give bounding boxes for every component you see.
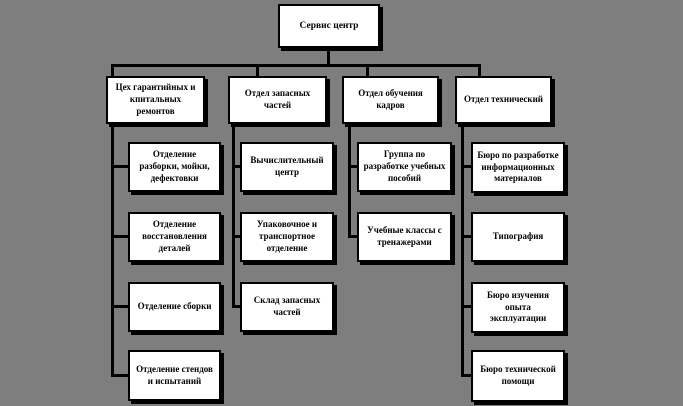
- connector-stub-branch-1: [111, 66, 114, 76]
- org-box-label: Отдел обучения кадров: [358, 88, 423, 110]
- connector-elbow: [461, 305, 471, 308]
- connector-rail: [111, 64, 481, 67]
- org-box-child-2-3: [240, 282, 334, 332]
- org-box-label: Отделение сборки: [137, 301, 212, 312]
- org-box-label: Бюро изучения опыта эксплуатации: [486, 289, 549, 324]
- org-box-label: Отделение разборки, мойки, дефектовки: [139, 149, 210, 183]
- org-box-label: Сервис центр: [299, 20, 359, 31]
- connector-elbow: [461, 235, 471, 238]
- org-box-branch-4: [455, 76, 552, 124]
- org-box-label: Вычислительный центр: [250, 155, 324, 177]
- org-box-branch-2: [228, 76, 327, 124]
- org-box-child-1-1: [128, 142, 221, 192]
- org-box-child-1-3: [128, 282, 221, 332]
- connector-elbow: [461, 165, 471, 168]
- connector-elbow: [461, 374, 471, 377]
- connector-hang-col-1: [111, 124, 114, 377]
- org-box-branch-3: [342, 76, 439, 124]
- connector-elbow: [111, 305, 128, 308]
- connector-elbow: [111, 235, 128, 238]
- connector-stub-branch-3: [366, 66, 369, 76]
- connector-elbow: [232, 305, 240, 308]
- org-box-label: Отделение стендов и испытаний: [136, 363, 213, 386]
- connector-hang-col-3: [348, 124, 351, 238]
- connector-stub-branch-4: [478, 66, 481, 76]
- org-box-child-3-1: [357, 142, 452, 192]
- connector-elbow: [348, 235, 357, 238]
- org-box-label: Учебные классы с тренажерами: [367, 225, 442, 247]
- org-box-child-3-2: [357, 212, 452, 262]
- org-box-child-1-4: [128, 350, 221, 401]
- org-box-label: Отдел запасных частей: [244, 88, 311, 110]
- org-box-label: Бюро технической помощи: [480, 364, 556, 386]
- org-box-label: Цех гарантийных и кпитальных ремонтов: [115, 82, 196, 116]
- org-box-label: Отделение восстановления деталей: [142, 219, 207, 253]
- org-box-label: Отдел технический: [464, 94, 543, 105]
- org-box-child-2-1: [240, 142, 334, 192]
- org-box-child-2-2: [240, 212, 334, 262]
- connector-hang-col-2: [232, 124, 235, 308]
- connector-elbow: [111, 165, 128, 168]
- connector-elbow: [348, 165, 357, 168]
- org-box-label: Типография: [492, 231, 544, 242]
- connector-elbow: [232, 165, 240, 168]
- org-box-child-4-4: [471, 350, 565, 402]
- org-box-child-1-2: [128, 212, 221, 262]
- org-box-child-4-3: [471, 282, 565, 333]
- org-box-label: Бюро по разработке информационных материалов: [477, 149, 559, 184]
- org-box-label: Упаковочное и транспортное отделение: [256, 219, 318, 253]
- org-box-branch-1: [106, 76, 205, 124]
- org-box-child-4-2: [471, 212, 565, 262]
- connector-elbow: [111, 374, 128, 377]
- connector-elbow: [232, 235, 240, 238]
- connector-stub-branch-2: [256, 66, 259, 76]
- org-box-root: [278, 4, 380, 48]
- org-box-child-4-1: [471, 142, 565, 193]
- org-box-label: Группа по разработке учебных пособий: [363, 149, 446, 183]
- connector-hang-col-4: [461, 124, 464, 377]
- org-box-label: Склад запасных частей: [253, 295, 321, 317]
